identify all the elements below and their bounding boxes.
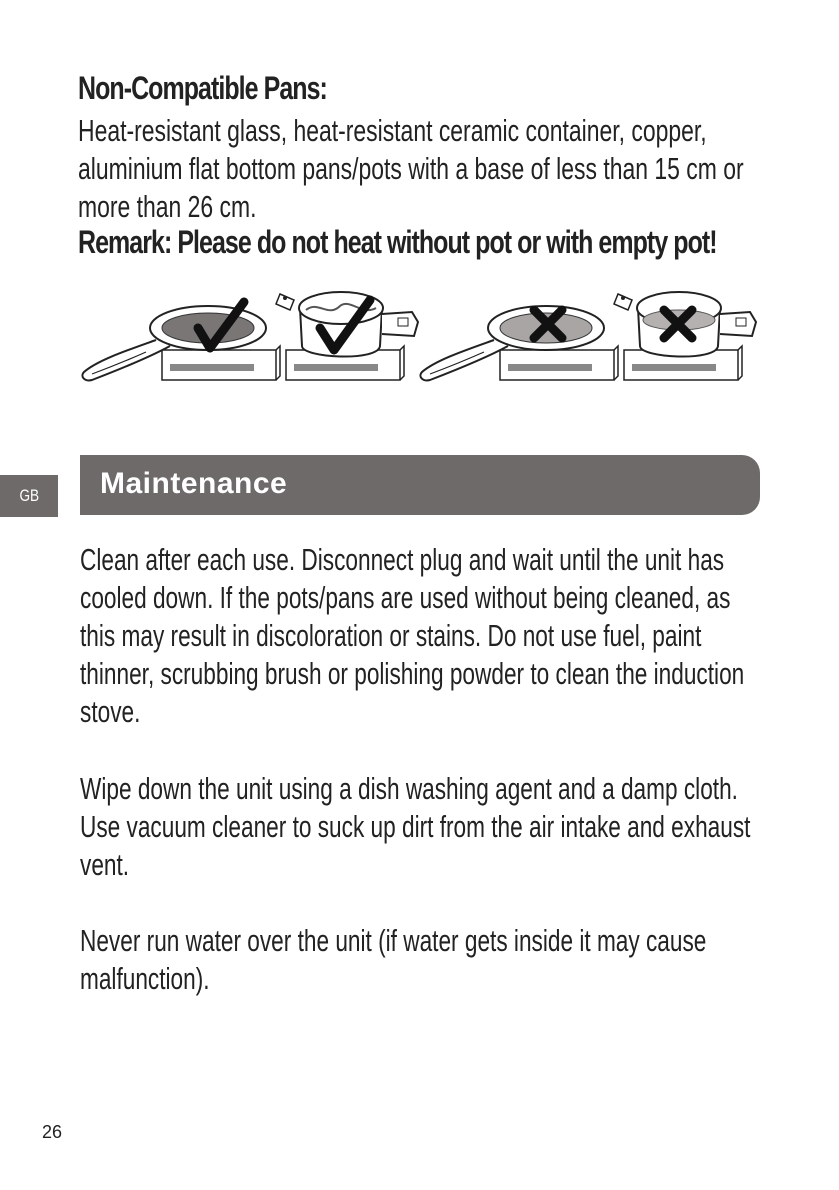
compatible-pans-group [82,292,418,380]
page-number: 26 [42,1122,63,1142]
maintenance-paragraph-water: Never run water over the unit (if water gets inside it may cause malfunction). [80,923,707,996]
remark-text: Remark: Please do not heat without pot or with empty pot! [78,224,717,260]
maintenance-paragraph-cleaning: Clean after each use. Disconnect plug and wait until the unit has cooled down. If the pots/pans are used without being cleaned, as this may result in discoloration or stains. Do not use fuel, paint thinner, scrubbing brush or polishing powder to clean the induction stove. [80,542,745,729]
empty-pot-cross-icon [614,292,756,357]
maintenance-title: Maintenance [100,467,288,500]
language-tab [0,475,58,517]
pot-checkmark-icon [276,292,418,357]
non-compatible-pans-text: Heat-resistant glass, heat-resistant ceramic container, copper, aluminium flat bottom pans/pots with a base of less than 15 cm or more than 26 cm. [78,113,744,224]
incompatible-pans-group [420,292,756,380]
section-title: Non-Compatible Pans: [78,70,327,106]
maintenance-paragraph-wipe: Wipe down the unit using a dish washing agent and a damp cloth. Use vacuum cleaner to suck up dirt from the air intake and exhaust vent. [80,771,751,882]
maintenance-header-bar [80,455,760,515]
pan-compatibility-illustration [78,280,768,390]
language-code: GB [19,486,39,505]
